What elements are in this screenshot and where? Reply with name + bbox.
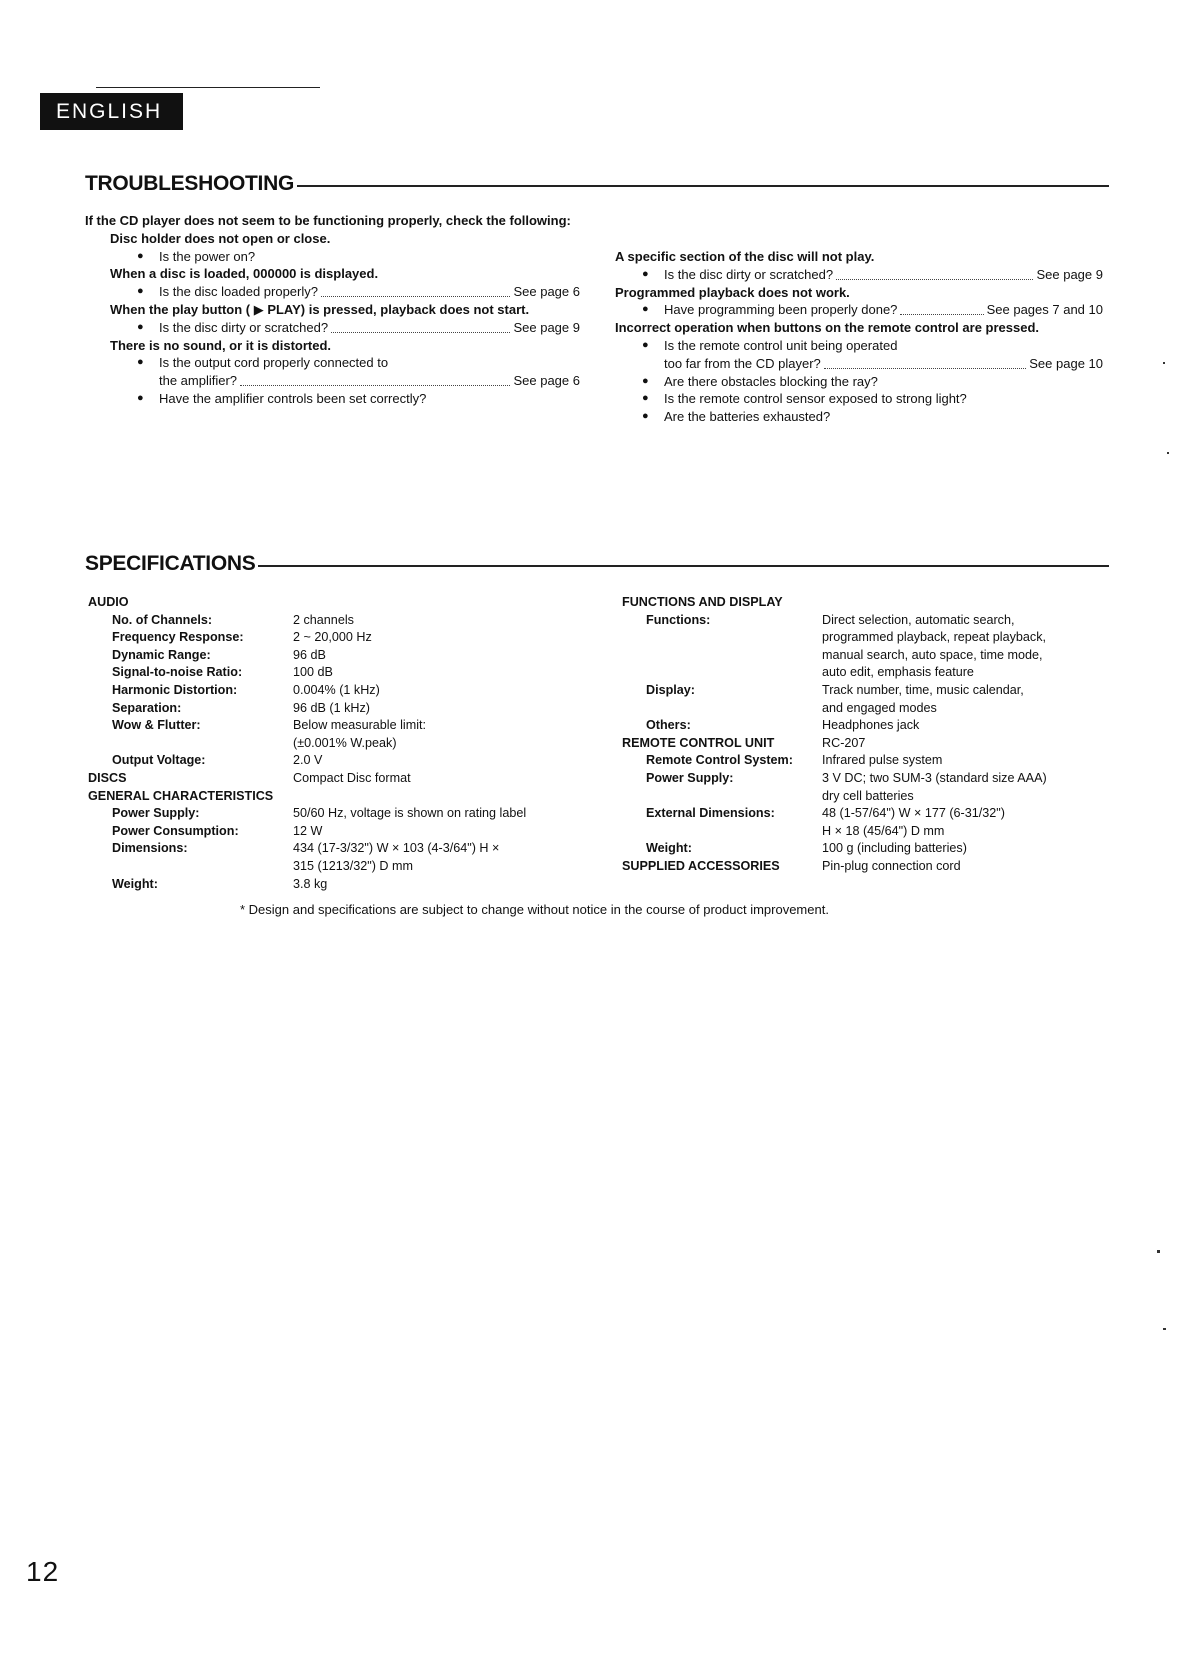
leader-dots — [836, 279, 1033, 280]
spec-label: No. of Channels: — [112, 612, 213, 627]
specifications-right-column — [622, 594, 1102, 876]
spec-row — [622, 612, 1102, 630]
check-item — [615, 266, 1103, 284]
spec-value: Track number, time, music calendar, — [822, 682, 1024, 697]
check-item — [615, 373, 1103, 391]
check-text: Is the disc loaded properly? — [159, 284, 318, 300]
troubleshooting-heading — [85, 172, 1109, 196]
spec-label: Weight: — [646, 841, 692, 856]
spec-row — [622, 700, 1102, 718]
spec-category-row — [88, 788, 588, 806]
bullet-icon: ● — [137, 391, 144, 404]
spec-category: FUNCTIONS AND DISPLAY — [622, 595, 783, 609]
spec-category-row — [88, 770, 588, 788]
problem: Programmed playback does not work. — [615, 284, 850, 300]
spec-label — [622, 629, 822, 647]
page-reference: See page 9 — [1036, 266, 1103, 282]
page-number: 12 — [26, 1556, 60, 1587]
spec-value: 100 dB — [293, 665, 333, 680]
spec-value: manual search, auto space, time mode, — [822, 647, 1043, 662]
bullet-icon: ● — [642, 410, 649, 423]
bullet-icon: ● — [642, 303, 649, 316]
scan-speck — [1163, 362, 1165, 364]
spec-category: DISCS — [88, 770, 127, 785]
check-item-continued — [85, 372, 580, 390]
spec-row — [88, 805, 588, 823]
spec-value: Infrared pulse system — [822, 753, 943, 768]
bullet-icon: ● — [137, 285, 144, 298]
problem: When the play button ( ▶ PLAY) is pressed, playback does not start. — [110, 301, 530, 317]
specifications-title: SPECIFICATIONS — [85, 552, 256, 575]
check-text: the amplifier? — [159, 373, 238, 389]
page-reference: See pages 7 and 10 — [986, 302, 1103, 318]
spec-value: 2 ~ 20,000 Hz — [293, 630, 372, 645]
spec-row — [622, 629, 1102, 647]
spec-label: Power Supply: — [646, 770, 734, 785]
spec-label: Power Supply: — [112, 806, 200, 821]
spec-value: 48 (1-57/64") W × 177 (6-31/32") — [822, 806, 1005, 821]
scan-speck — [1157, 1250, 1160, 1253]
spec-value: 315 (1213/32") D mm — [293, 858, 413, 873]
spec-value: 0.004% (1 kHz) — [293, 682, 380, 697]
spec-label — [622, 788, 822, 806]
spec-value: (±0.001% W.peak) — [293, 735, 397, 750]
spec-label — [622, 823, 822, 841]
spec-row — [88, 629, 588, 647]
spec-value: programmed playback, repeat playback, — [822, 630, 1047, 645]
spec-row — [622, 647, 1102, 665]
spec-row — [622, 770, 1102, 788]
spec-value: Below measurable limit: — [293, 718, 426, 733]
spec-row — [622, 840, 1102, 858]
page-reference: See page 6 — [513, 284, 580, 300]
spec-value: 3.8 kg — [293, 876, 328, 891]
check-text: Is the disc dirty or scratched? — [159, 319, 329, 335]
spec-value: Direct selection, automatic search, — [822, 612, 1015, 627]
check-text: Are there obstacles blocking the ray? — [664, 373, 878, 389]
check-text: Is the disc dirty or scratched? — [664, 266, 834, 282]
spec-value: 2 channels — [293, 612, 354, 627]
problem: Disc holder does not open or close. — [110, 230, 331, 246]
check-text: Is the output cord properly connected to — [159, 355, 389, 371]
spec-row — [622, 664, 1102, 682]
leader-dots — [321, 296, 511, 297]
spec-label — [622, 647, 822, 665]
check-item — [85, 319, 580, 337]
check-text: Is the remote control unit being operated — [664, 337, 898, 353]
check-item — [85, 248, 580, 266]
spec-row — [88, 664, 588, 682]
check-text: Are the batteries exhausted? — [664, 409, 831, 425]
footnote: * Design and specifications are subject to change without notice in the course of product improvement. — [240, 902, 829, 917]
troubleshooting-left-column — [85, 212, 580, 408]
spec-value: 96 dB (1 kHz) — [293, 700, 370, 715]
spec-row — [88, 735, 588, 753]
page-reference: See page 6 — [513, 373, 580, 389]
spec-label: Output Voltage: — [112, 753, 206, 768]
check-item — [85, 354, 580, 372]
problem: There is no sound, or it is distorted. — [110, 337, 332, 353]
spec-label: Harmonic Distortion: — [112, 682, 238, 697]
spec-value: and engaged modes — [822, 700, 937, 715]
spec-category: SUPPLIED ACCESSORIES — [622, 858, 780, 873]
spec-label: Wow & Flutter: — [112, 718, 201, 733]
spec-value: H × 18 (45/64") D mm — [822, 823, 945, 838]
check-item — [85, 390, 580, 408]
spec-row — [622, 752, 1102, 770]
spec-row — [622, 805, 1102, 823]
scan-speck — [1163, 1328, 1166, 1330]
check-item — [615, 408, 1103, 426]
spec-label: Power Consumption: — [112, 823, 239, 838]
leader-dots — [240, 385, 510, 386]
spec-label: Functions: — [646, 612, 711, 627]
check-text: Have programming been properly done? — [664, 302, 898, 318]
spec-label — [88, 735, 293, 753]
spec-label — [88, 858, 293, 876]
troubleshooting-intro: If the CD player does not seem to be functioning properly, check the following: — [85, 213, 571, 228]
spec-label: External Dimensions: — [646, 806, 775, 821]
check-item — [85, 283, 580, 301]
specifications-left-column — [88, 594, 588, 893]
troubleshooting-title: TROUBLESHOOTING — [85, 172, 294, 195]
heading-rule — [258, 565, 1109, 567]
problem: When a disc is loaded, 000000 is displayed. — [110, 266, 379, 282]
spec-row — [622, 682, 1102, 700]
spec-value: Compact Disc format — [293, 770, 411, 785]
specifications-heading — [85, 552, 1109, 576]
spec-label: Dynamic Range: — [112, 647, 211, 662]
spec-value: dry cell batteries — [822, 788, 914, 803]
language-tab: ENGLISH — [40, 93, 183, 130]
problem: A specific section of the disc will not play. — [615, 249, 875, 264]
spec-row — [88, 858, 588, 876]
bullet-icon: ● — [642, 338, 649, 351]
heading-rule — [297, 185, 1109, 187]
spec-label: Display: — [646, 682, 695, 697]
check-item — [615, 301, 1103, 319]
page-reference: See page 9 — [513, 319, 580, 335]
spec-label: Frequency Response: — [112, 630, 244, 645]
bullet-icon: ● — [642, 267, 649, 280]
spec-value: 12 W — [293, 823, 323, 838]
check-text: Is the power on? — [159, 248, 256, 264]
spec-category-row — [88, 594, 588, 612]
leader-dots — [900, 314, 983, 315]
spec-category-row — [622, 594, 1102, 612]
spec-label: Separation: — [112, 700, 182, 715]
bullet-icon: ● — [137, 356, 144, 369]
spec-row — [88, 876, 588, 894]
spec-row — [88, 840, 588, 858]
spec-value: 2.0 V — [293, 753, 323, 768]
spec-value: 100 g (including batteries) — [822, 841, 967, 856]
spec-row — [622, 788, 1102, 806]
spec-label — [622, 700, 822, 718]
spec-row — [88, 717, 588, 735]
spec-value: 3 V DC; two SUM-3 (standard size AAA) — [822, 770, 1047, 785]
spec-row — [88, 752, 588, 770]
spec-category: GENERAL CHARACTERISTICS — [88, 788, 274, 803]
spec-row — [622, 823, 1102, 841]
spec-row — [88, 647, 588, 665]
troubleshooting-right-column — [615, 248, 1103, 426]
spec-row — [88, 700, 588, 718]
spec-label — [622, 664, 822, 682]
spec-value: Pin-plug connection cord — [822, 858, 961, 873]
spec-row — [88, 823, 588, 841]
header-rule — [96, 87, 320, 88]
spec-row — [88, 612, 588, 630]
check-text: Is the remote control sensor exposed to strong light? — [664, 391, 967, 407]
problem: Incorrect operation when buttons on the remote control are pressed. — [615, 320, 1040, 336]
check-item-continued — [615, 355, 1103, 373]
spec-value: Headphones jack — [822, 718, 920, 733]
page-reference: See page 10 — [1029, 355, 1103, 371]
check-text: too far from the CD player? — [664, 355, 821, 371]
spec-label: Signal-to-noise Ratio: — [112, 665, 243, 680]
bullet-icon: ● — [137, 249, 144, 262]
spec-value: 434 (17-3/32") W × 103 (4-3/64") H × — [293, 841, 500, 856]
spec-category: REMOTE CONTROL UNIT — [622, 735, 775, 750]
check-item — [615, 337, 1103, 355]
scan-speck — [1167, 452, 1169, 454]
check-item — [615, 390, 1103, 408]
spec-category-row — [622, 858, 1102, 876]
spec-value: RC-207 — [822, 735, 866, 750]
spec-label: Others: — [646, 718, 691, 733]
bullet-icon: ● — [137, 320, 144, 333]
check-text: Have the amplifier controls been set correctly? — [159, 390, 427, 406]
leader-dots — [331, 332, 510, 333]
bullet-icon: ● — [642, 392, 649, 405]
bullet-icon: ● — [642, 374, 649, 387]
leader-dots — [824, 368, 1026, 369]
spec-value: auto edit, emphasis feature — [822, 665, 974, 680]
spec-label: Remote Control System: — [646, 753, 793, 768]
spec-value: 96 dB — [293, 647, 326, 662]
spec-value: 50/60 Hz, voltage is shown on rating label — [293, 806, 527, 821]
spec-label: Weight: — [112, 876, 158, 891]
spec-category-row — [622, 735, 1102, 753]
spec-row — [88, 682, 588, 700]
spec-row — [622, 717, 1102, 735]
spec-category: AUDIO — [88, 595, 129, 609]
spec-label: Dimensions: — [112, 841, 188, 856]
